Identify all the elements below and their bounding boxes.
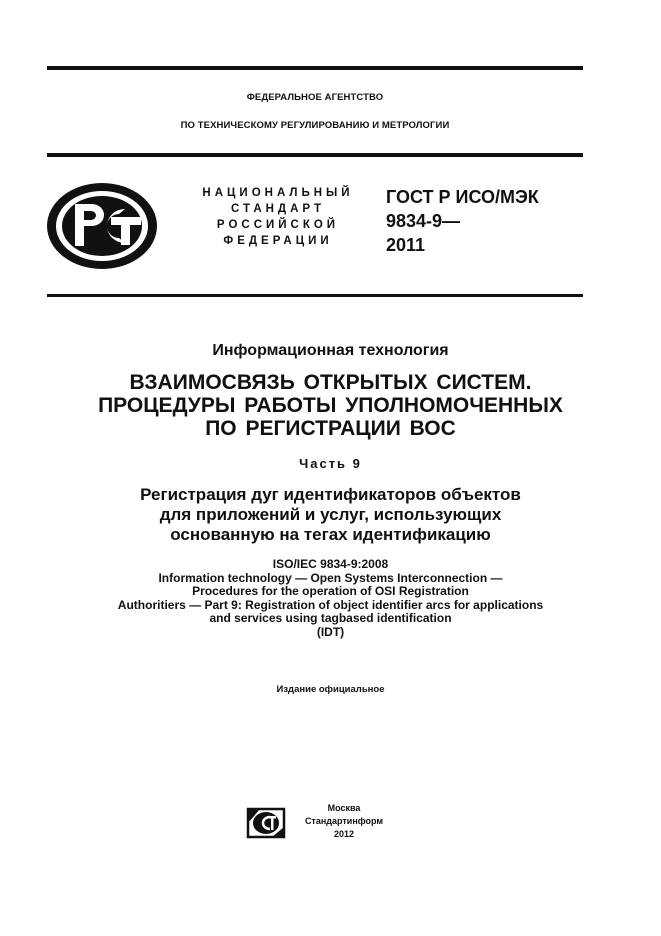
standartinform-logo-icon [246,805,286,841]
national-line: НАЦИОНАЛЬНЫЙ [202,187,354,199]
publisher-name: Стандартинформ [304,816,384,826]
iso-line: (IDT) [316,624,345,639]
sub-title-line: Регистрация дуг идентификаторов объектов [140,485,521,504]
iso-line: Information technology — Open Systems Interconnection — [158,570,503,585]
designation-line: 9834-9— [386,211,461,231]
national-line: СТАНДАРТ [231,203,325,215]
iso-line: and services using tagbased identification [209,611,452,626]
main-title-line: ПРОЦЕДУРЫ РАБОТЫ УПОЛНОМОЧЕННЫХ [98,394,563,417]
iso-line: Authoritiers — Part 9: Registration of object identifier arcs for applications [117,597,544,612]
publisher-year: 2012 [333,829,355,839]
agency-line-1: ФЕДЕРАЛЬНОЕ АГЕНТСТВО [246,92,384,103]
top-rule [47,66,583,70]
designation-line: ГОСТ Р ИСО/МЭК [386,187,539,207]
iso-line: ISO/IEC 9834-9:2008 [272,557,389,571]
main-title-line: ПО РЕГИСТРАЦИИ ВОС [205,417,456,440]
series-title: Информационная технология [212,342,449,359]
main-title [30,371,631,440]
designation-line: 2011 [386,235,426,255]
middle-rule [47,153,583,157]
publisher-city: Москва [327,803,361,813]
edition-label: Издание официальное [276,684,385,695]
iso-line: Procedures for the operation of OSI Registration [192,584,469,599]
national-standard-label [190,185,366,249]
iso-reference [30,558,631,640]
sub-title-line: для приложений и услуг, использующих [159,505,502,524]
main-title-line: ВЗАИМОСВЯЗЬ ОТКРЫТЫХ СИСТЕМ. [129,371,532,394]
sub-title [30,485,631,545]
standard-designation [386,185,539,257]
rst-certification-mark-icon [45,181,159,271]
publisher-block [246,802,406,846]
national-line: ФЕДЕРАЦИИ [223,235,333,247]
national-line: РОССИЙСКОЙ [216,219,340,231]
bottom-rule [47,294,583,297]
publisher-text [294,802,394,841]
sub-title-line: основанную на тегах идентификацию [170,525,491,544]
agency-line-2: ПО ТЕХНИЧЕСКОМУ РЕГУЛИРОВАНИЮ И МЕТРОЛОГИИ [180,120,450,131]
part-label: Часть 9 [299,456,362,471]
